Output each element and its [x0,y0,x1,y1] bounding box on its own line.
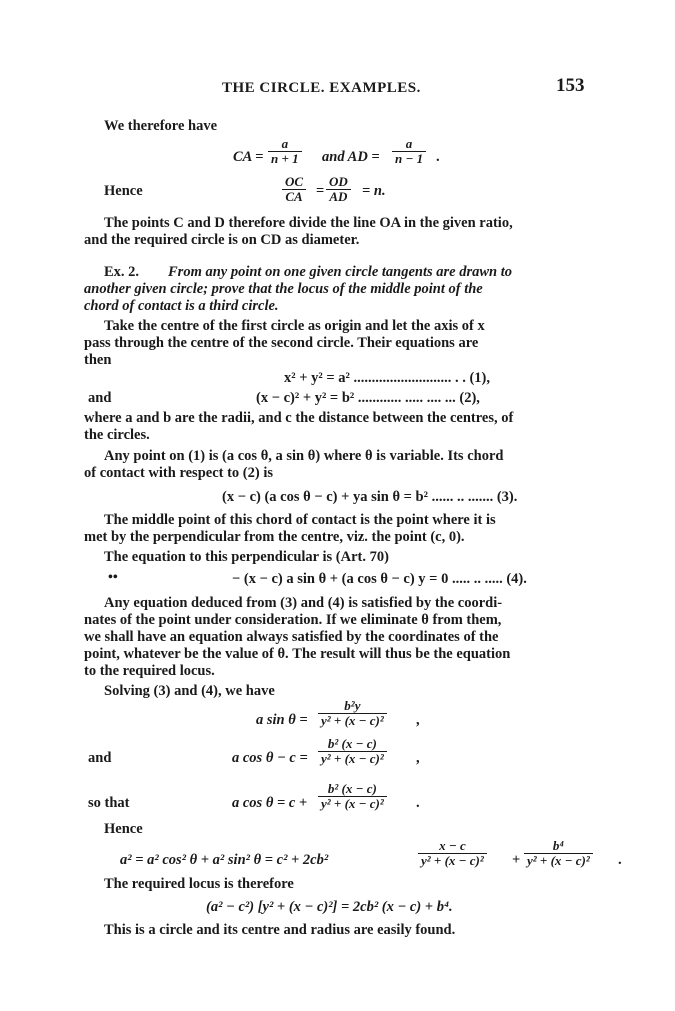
fraction [318,699,387,728]
text-line: Any equation deduced from (3) and (4) is satisfied by the coordi- [104,595,503,611]
example-text: another given circle; prove that the locus of the middle point of the [84,281,483,297]
text-line: We therefore have [104,118,218,134]
stray-mark: •• [108,570,118,585]
numerator: x − c [439,838,466,853]
text-line: and the required circle is on CD as diameter. [84,232,360,248]
numerator: OD [329,174,348,189]
text-line: met by the perpendicular from the centre, viz. the point (c, 0). [84,529,465,545]
denominator: AD [329,189,348,204]
fraction [318,782,387,811]
text-line: Hence [104,183,143,199]
equation-3: (x − c) (a cos θ − c) + ya sin θ = b² ...... .. ....... (3). [222,489,518,505]
denominator: CA [285,189,303,204]
text-line: the circles. [84,427,150,443]
text-line: and [88,390,112,406]
solution-1-lhs: a sin θ = [256,712,308,728]
denominator: y² + (x − c)² [321,796,384,811]
equation-1: x² + y² = a² ........................... . . (1), [284,370,490,386]
denominator: y² + (x − c)² [527,853,590,868]
equation-ad: and AD = [322,149,380,165]
solution-3-lhs: a cos θ = c + [232,795,308,811]
example-label: Ex. 2. [104,264,140,280]
final-equation: (a² − c²) [y² + (x − c)²] = 2cb² (x − c) + b⁴. [206,899,453,915]
text-line: of contact with respect to (2) is [84,465,273,481]
text-line: Solving (3) and (4), we have [104,683,275,699]
text-line: Any point on (1) is (a cos θ, a sin θ) where θ is variable. Its chord [104,448,504,464]
punctuation: , [416,712,420,728]
text-line: we shall have an equation always satisfied by the coordinates of the [84,629,499,645]
denominator: y² + (x − c)² [321,751,384,766]
punctuation: . [618,852,622,868]
text-line: then [84,352,112,368]
equation-2: (x − c)² + y² = b² ............ ..... .... ... (2), [256,390,480,406]
numerator: b⁴ [552,838,564,853]
numerator: a [405,136,413,151]
equation-ca: CA = [233,149,264,165]
text-line: to the required locus. [84,663,215,679]
example-text: chord of contact is a third circle. [84,298,279,314]
numerator: a [281,136,289,151]
numerator: OC [285,174,304,189]
fraction [282,175,306,204]
hence-equation-lhs: a² = a² cos² θ + a² sin² θ = c² + 2cb² [120,852,329,868]
text-line: nates of the point under consideration. If we eliminate θ from them, [84,612,502,628]
fraction [418,839,487,868]
equals-sign: = [316,183,325,199]
solution-2-lhs: a cos θ − c = [232,750,308,766]
fraction [268,137,302,166]
text-line: Hence [104,821,143,837]
text-line: The required locus is therefore [104,876,294,892]
text-line: The points C and D therefore divide the line OA in the given ratio, [104,215,513,231]
text-line: pass through the centre of the second circle. Their equations are [84,335,479,351]
denominator: n − 1 [395,151,424,166]
denominator: y² + (x − c)² [421,853,484,868]
numerator: b² (x − c) [327,736,377,751]
punctuation: , [416,750,420,766]
fraction [524,839,593,868]
text-line: Take the centre of the first circle as origin and let the axis of x [104,318,485,334]
text-line: where a and b are the radii, and c the distance between the centres, of [84,410,514,426]
numerator: b² (x − c) [327,781,377,796]
equation-4: − (x − c) a sin θ + (a cos θ − c) y = 0 ..... .. ..... (4). [232,571,527,587]
fraction [392,137,426,166]
numerator: b²y [344,698,361,713]
punctuation: . [436,149,440,165]
page-number: 153 [556,75,585,96]
text-line: point, whatever be the value of θ. The result will thus be the equation [84,646,511,662]
example-text: From any point on one given circle tangents are drawn to [168,264,512,280]
equation-end: = n. [362,183,386,199]
text-line: so that [88,795,130,811]
running-header: THE CIRCLE. EXAMPLES. [222,80,421,96]
denominator: n + 1 [271,151,299,166]
text-line: The equation to this perpendicular is (Art. 70) [104,549,389,565]
plus-sign: + [512,852,521,868]
fraction [326,175,351,204]
denominator: y² + (x − c)² [321,713,384,728]
text-line: The middle point of this chord of contact is the point where it is [104,512,496,528]
punctuation: . [416,795,420,811]
text-line: and [88,750,112,766]
fraction [318,737,387,766]
text-line: This is a circle and its centre and radius are easily found. [104,922,456,938]
